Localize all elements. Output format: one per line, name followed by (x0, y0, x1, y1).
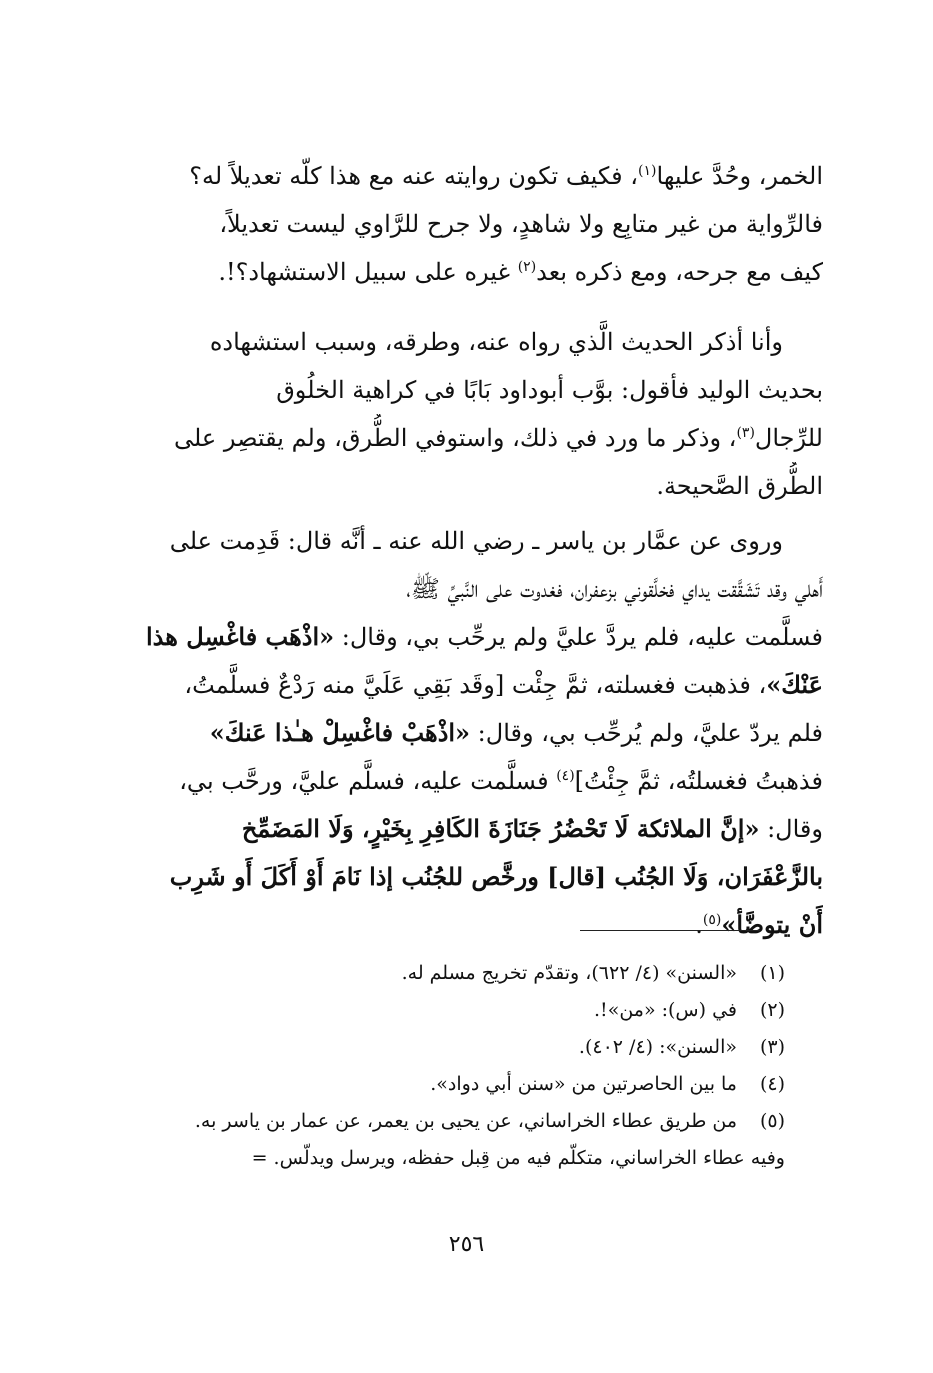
footnote-number: (٣) (759, 1036, 785, 1058)
hadith-quote-1: «اذْهَب فاغْسِل هذا (146, 622, 335, 651)
paragraph-2-line-2: بحديث الوليد فأقول: بوَّب أبوداود بَابًا في كراهية الخلُوق (276, 376, 823, 404)
footnote-ref-4[interactable]: (٤) (556, 768, 575, 784)
footnote-ref-2[interactable]: (٢) (517, 259, 537, 275)
paragraph-3-line-4: عَنْكَ»، فذهبت فغسلته، ثمَّ جِئْت [وقَد بَقِي عَلَيَّ منه رَدْعٌ فسلَّمتُ، (184, 670, 823, 699)
footnote-3 (105, 1029, 785, 1066)
paragraph-3-line-3: فسلَّمت عليه، فلم يردَّ عليَّ ولم يرحِّب بي، وقال: «اذْهَب فاغْسِل هذا (146, 622, 823, 651)
hadith-quote-1-end: عَنْكَ» (766, 670, 823, 699)
paragraph-2-line-1: وأنا أذكر الحديث الَّذي رواه عنه، وطرقه، وسبب استشهاده (209, 328, 783, 356)
footnote-number: (٤) (759, 1073, 785, 1095)
footnotes (105, 955, 785, 1177)
paragraph-3-line-2: أَهلي وقد تَشَقَّقت يداي فخلَّقوني بزعفران، فغدوت على النَّبيِّ ﷺ، (406, 575, 823, 603)
footnote-text: «السنن» (٤/ ٦٢٢)، وتقدّم تخريج مسلم له. (401, 962, 737, 984)
paragraph-3-line-8: بالزَّعْفَرَان، وَلَا الجُنُب [قال] ورخَّص للجُنُب إذا نَامَ أَوْ أَكَلَ أَو شَرِب (169, 862, 823, 891)
paragraph-3 (105, 517, 823, 949)
footnote-text: من طريق عطاء الخراساني، عن يحيى بن يعمر، عن عمار بن ياسر به. (194, 1110, 737, 1132)
paragraph-1 (105, 152, 823, 296)
footnote-separator (580, 930, 760, 931)
footnote-5 (105, 1103, 785, 1140)
footnote-ref-3[interactable]: (٣) (736, 425, 755, 441)
hadith-quote-3: «إنَّ الملائكة لَا تَحْضُرُ جَنَازَةَ الكَافِرِ بِخَيْرٍ، وَلَا المَضَمِّخ (241, 814, 760, 843)
footnote-text: «السنن»: (٤/ ٤٠٢). (578, 1036, 737, 1058)
paragraph-2 (105, 318, 823, 510)
paragraph-3-line-6: فذهبتُ فغسلتُه، ثمَّ جِئْتُ]$^{(٤)}$ فسلَّمت عليه، فسلَّم عليَّ، ورحَّب بي، (179, 767, 823, 795)
footnote-ref-1[interactable]: (١) (638, 163, 657, 179)
footnote-number: (٥) (759, 1110, 785, 1132)
paragraph-3-line-1: وروى عن عمَّار بن ياسر ـ رضي الله عنه ـ أنَّه قال: قَدِمت على (169, 527, 783, 555)
footnote-text: في (س): «من»!. (594, 999, 737, 1021)
paragraph-3-line-9: أَنْ يتوضَّأ»$^{(٥)}$. (695, 910, 823, 939)
footnote-text: ما بين الحاصرتين من «سنن أبي دواد». (430, 1073, 737, 1095)
paragraph-1-line-1: الخمر، وحُدَّ عليها$^{(١)}$، فكيف تكون روايته عنه مع هذا كلّه تعديلاً له؟ (189, 162, 823, 190)
footnote-1 (105, 955, 785, 992)
footnote-4 (105, 1066, 785, 1103)
paragraph-1-line-2: فالرِّواية من غير متابِع ولا شاهدٍ، ولا جرح للرَّاوي ليست تعديلاً، (219, 210, 823, 238)
footnote-5-continuation: وفيه عطاء الخراساني، متكلّم فيه من قِبل حفظه، ويرسل ويدلّس. = (251, 1147, 785, 1169)
footnote-2 (105, 992, 785, 1029)
paragraph-2-line-4: الطُّرق الصَّحيحة. (656, 472, 823, 500)
paragraph-1-line-3: كيف مع جرحه، ومع ذكره بعد$^{(٢)}$ غيره على سبيل الاستشهاد؟!. (218, 258, 823, 286)
paragraph-3-line-7: وقال: «إنَّ الملائكة لَا تَحْضُرُ جَنَازَةَ الكَافِرِ بِخَيْرٍ، وَلَا المَضَمِّخ (241, 814, 823, 843)
page-number: ٢٥٦ (448, 1232, 485, 1257)
footnote-ref-5[interactable]: (٥) (702, 912, 722, 928)
paragraph-2-line-3: للرِّجال$^{(٣)}$، وذكر ما ورد في ذلك، واستوفي الطُّرق، ولم يقتصِر على (173, 424, 823, 452)
hadith-quote-2: «اذْهَبْ فاغْسِلْ هـٰذا عَنكَ» (209, 718, 471, 747)
footnote-number: (١) (759, 962, 785, 984)
paragraph-3-line-5: فلم يردّ عليَّ، ولم يُرحِّب بي، وقال: «اذْهَبْ فاغْسِلْ هـٰذا عَنكَ» (209, 718, 823, 747)
footnote-number: (٢) (759, 999, 785, 1021)
